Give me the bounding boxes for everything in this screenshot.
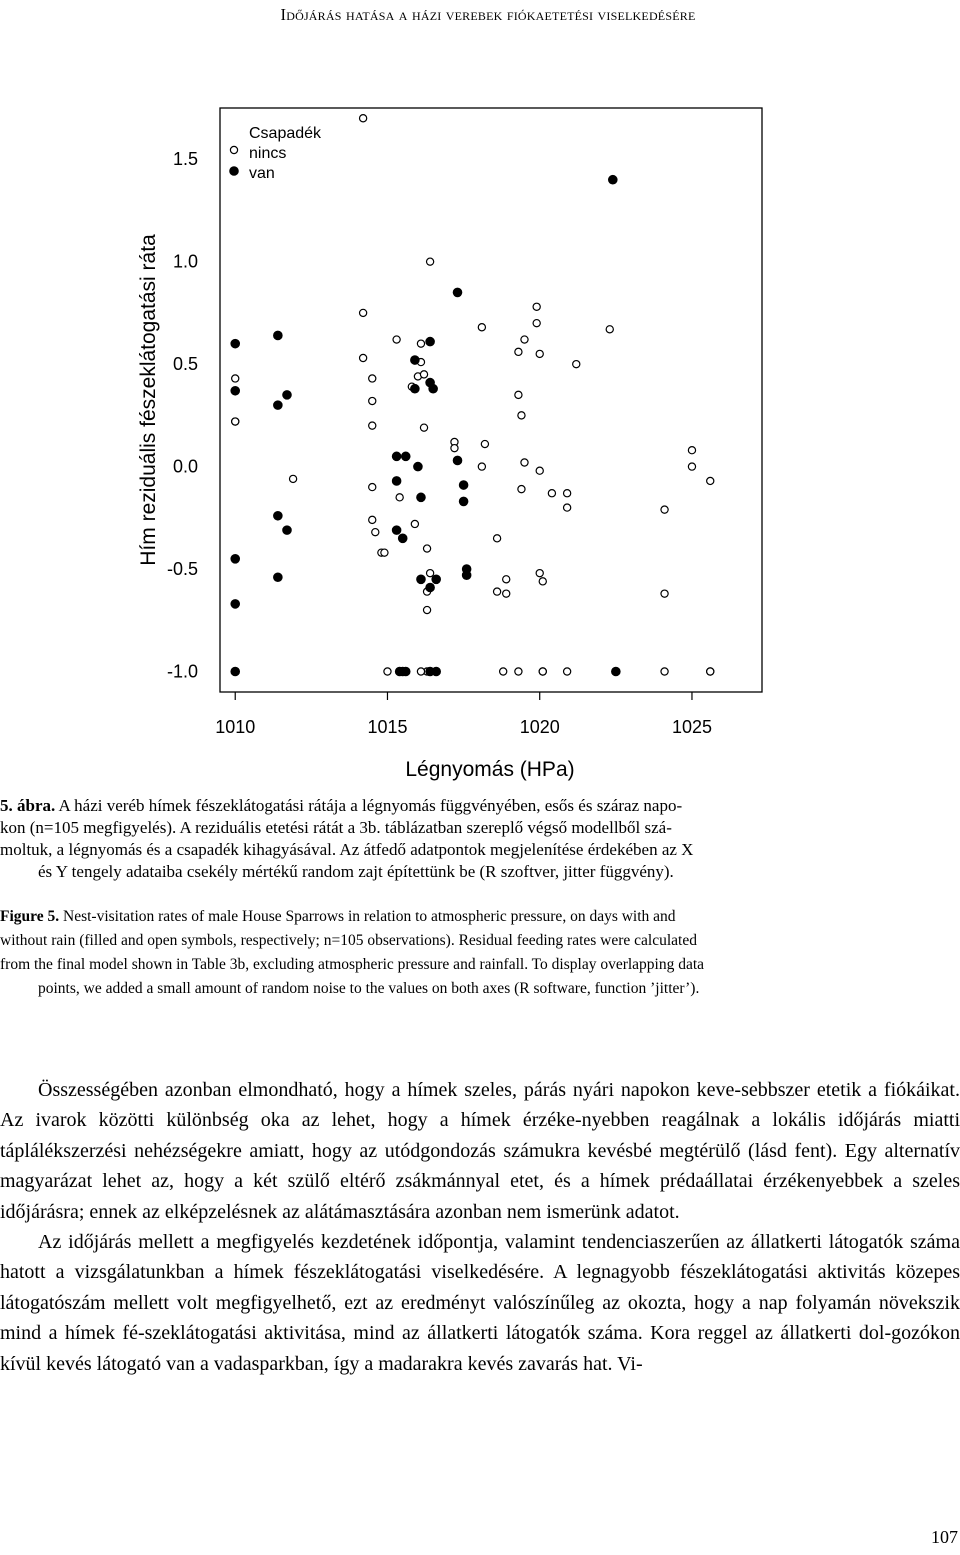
point-no-rain: [427, 570, 434, 577]
point-no-rain: [423, 545, 430, 552]
paragraph: Összességében azonban elmondható, hogy a hímek szeles, párás nyári napokon keve-sebbszer etetik a fiókáikat. Az ivarok közötti különbség oka az lehet, hogy a hímek érzéke-nyebben reagálnak a lokális időjárás miatti táplálékszerzési nehézségekre amiatt, hogy az utódgondozás számukra kevésbé megtérülő (lásd fent). Egy alternatív magyarázat lehet az, hogy a két szülő eltérő zsákmánnyal etet, és a hímek prédaállatai érzékenyebbek a szeles időjárásra; ennek az elképzelésnek az alátámasztására azonban nem ismerünk adatot.: [0, 1079, 960, 1223]
point-no-rain: [451, 445, 458, 452]
point-rain: [426, 337, 434, 345]
point-no-rain: [536, 467, 543, 474]
point-rain: [459, 497, 467, 505]
legend-entry: van: [249, 165, 275, 182]
x-axis: [215, 692, 712, 737]
caption-line: Nest-visitation rates of male House Sparrows in relation to atmospheric pressure, on days with and: [59, 908, 676, 925]
point-no-rain: [521, 459, 528, 466]
point-rain: [432, 667, 440, 675]
point-rain: [402, 452, 410, 460]
x-tick-label: 1015: [367, 717, 408, 737]
y-axis-label: Hím reziduális fészeklátogatási ráta: [137, 234, 160, 566]
point-rain: [414, 462, 422, 470]
y-tick-label: 0.5: [172, 354, 198, 375]
point-no-rain: [564, 668, 571, 675]
point-no-rain: [369, 516, 376, 523]
point-no-rain: [289, 475, 296, 482]
point-no-rain: [707, 477, 714, 484]
x-tick-label: 1020: [519, 717, 560, 737]
caption-label-hu: 5. ábra.: [0, 796, 56, 815]
point-no-rain: [481, 440, 488, 447]
data-points: [231, 115, 714, 676]
point-no-rain: [420, 371, 427, 378]
caption-line: és Y tengely adataiba csekély mértékű random zajt építettünk be (R szoftver, jitter függvény).: [38, 862, 674, 881]
point-no-rain: [381, 549, 388, 556]
point-rain: [283, 391, 291, 399]
point-no-rain: [360, 115, 367, 122]
point-no-rain: [396, 494, 403, 501]
point-rain: [411, 356, 419, 364]
caption-line: moltuk, a légnyomás és a csapadék kihagyásával. Az átfedő adatpontok megjelenítése érdekében az X: [0, 840, 694, 859]
point-no-rain: [503, 576, 510, 583]
paragraph: Az időjárás mellett a megfigyelés kezdetének időpontja, valamint tendenciaszerűen az állatkerti látogatók száma hatott a vizsgálatunkban a hímek fészeklátogatási viselkedésére. A legnagyobb fészeklátogatási aktivitás közepes látogatószám mellett volt megfigyelhető, ezt az eredményt valószínűleg az okozta, hogy a nap folyamán növekszik mind a hímek fé-szeklátogatási aktivitása, mind az állatkerti látogatók száma. Kora reggel az állatkerti dol-gozókon kívül kevés látogató van a vadasparkban, így a madarakra kevés zavarás hat. Vi-: [0, 1231, 960, 1375]
point-rain: [417, 493, 425, 501]
point-no-rain: [606, 326, 613, 333]
point-no-rain: [539, 578, 546, 585]
point-no-rain: [539, 668, 546, 675]
y-tick-label: 1.5: [172, 149, 198, 170]
point-no-rain: [564, 504, 571, 511]
point-no-rain: [423, 606, 430, 613]
caption-line: points, we added a small amount of random noise to the values on both axes (R software, function ’jitter’).: [38, 980, 700, 997]
caption-line: kon (n=105 megfigyelés). A reziduális etetési rátát a 3b. táblázatban szereplő végső modellből szá-: [0, 818, 672, 837]
point-no-rain: [518, 412, 525, 419]
point-no-rain: [369, 422, 376, 429]
point-rain: [453, 456, 461, 464]
caption-line: without rain (filled and open symbols, respectively; n=105 observations). Residual feeding rates were calculated: [0, 932, 697, 949]
figure-caption-en: [0, 905, 960, 1001]
point-rain: [612, 667, 620, 675]
point-no-rain: [515, 348, 522, 355]
legend-marker-filled: [230, 167, 238, 175]
point-no-rain: [515, 668, 522, 675]
point-rain: [231, 667, 239, 675]
point-rain: [402, 667, 410, 675]
point-rain: [429, 385, 437, 393]
point-no-rain: [536, 350, 543, 357]
point-no-rain: [232, 375, 239, 382]
point-rain: [609, 176, 617, 184]
point-rain: [231, 600, 239, 608]
point-no-rain: [417, 340, 424, 347]
point-rain: [231, 555, 239, 563]
point-no-rain: [360, 354, 367, 361]
point-no-rain: [384, 668, 391, 675]
point-rain: [274, 512, 282, 520]
point-no-rain: [493, 588, 500, 595]
running-header: Időjárás hatása a házi verebek fiókaetetési viselkedésére: [280, 5, 696, 24]
point-rain: [426, 583, 434, 591]
legend: [230, 125, 322, 182]
x-tick-label: 1010: [215, 717, 256, 737]
point-no-rain: [411, 520, 418, 527]
point-no-rain: [518, 486, 525, 493]
caption-line: from the final model shown in Table 3b, excluding atmospheric pressure and rainfall. To display overlapping data: [0, 956, 705, 973]
x-axis-label: Légnyomás (HPa): [405, 758, 575, 781]
y-tick-label: 1.0: [172, 251, 198, 272]
point-no-rain: [707, 668, 714, 675]
point-rain: [392, 526, 400, 534]
point-no-rain: [500, 668, 507, 675]
point-no-rain: [661, 506, 668, 513]
legend-title: Csapadék: [249, 125, 322, 142]
point-no-rain: [533, 303, 540, 310]
point-no-rain: [688, 463, 695, 470]
page-number: 107: [931, 1527, 958, 1547]
x-tick-label: 1025: [671, 717, 712, 737]
y-tick-label: -1.0: [166, 661, 198, 682]
point-no-rain: [360, 309, 367, 316]
point-rain: [274, 573, 282, 581]
point-no-rain: [515, 391, 522, 398]
body-text: [0, 1075, 960, 1379]
point-rain: [411, 385, 419, 393]
y-tick-label: 0.0: [172, 456, 198, 477]
point-rain: [398, 534, 406, 542]
point-no-rain: [420, 424, 427, 431]
point-rain: [462, 571, 470, 579]
point-rain: [231, 387, 239, 395]
point-no-rain: [417, 668, 424, 675]
caption-line: A házi veréb hímek fészeklátogatási rátája a légnyomás függvényében, esős és száraz napo-: [55, 796, 683, 815]
point-no-rain: [548, 490, 555, 497]
point-rain: [459, 481, 467, 489]
point-no-rain: [369, 375, 376, 382]
point-no-rain: [536, 570, 543, 577]
point-no-rain: [369, 397, 376, 404]
point-no-rain: [478, 463, 485, 470]
point-rain: [231, 339, 239, 347]
point-no-rain: [369, 483, 376, 490]
legend-marker-open: [230, 146, 237, 153]
point-no-rain: [661, 668, 668, 675]
point-no-rain: [478, 324, 485, 331]
point-rain: [283, 526, 291, 534]
legend-entry: nincs: [249, 145, 287, 162]
point-rain: [392, 477, 400, 485]
point-rain: [274, 401, 282, 409]
plot-frame: [220, 108, 762, 692]
point-no-rain: [393, 336, 400, 343]
point-no-rain: [688, 447, 695, 454]
figure-caption-hu: [0, 795, 960, 883]
point-no-rain: [564, 490, 571, 497]
point-rain: [417, 575, 425, 583]
point-no-rain: [493, 535, 500, 542]
point-rain: [432, 575, 440, 583]
point-no-rain: [521, 336, 528, 343]
point-rain: [392, 452, 400, 460]
point-no-rain: [503, 590, 510, 597]
y-tick-label: -0.5: [166, 559, 198, 580]
y-axis: [167, 149, 198, 681]
point-rain: [274, 331, 282, 339]
point-no-rain: [372, 529, 379, 536]
point-no-rain: [232, 418, 239, 425]
point-no-rain: [661, 590, 668, 597]
caption-label-en: Figure 5.: [0, 908, 60, 925]
point-no-rain: [427, 258, 434, 265]
point-rain: [453, 288, 461, 296]
point-no-rain: [533, 320, 540, 327]
point-no-rain: [573, 361, 580, 368]
